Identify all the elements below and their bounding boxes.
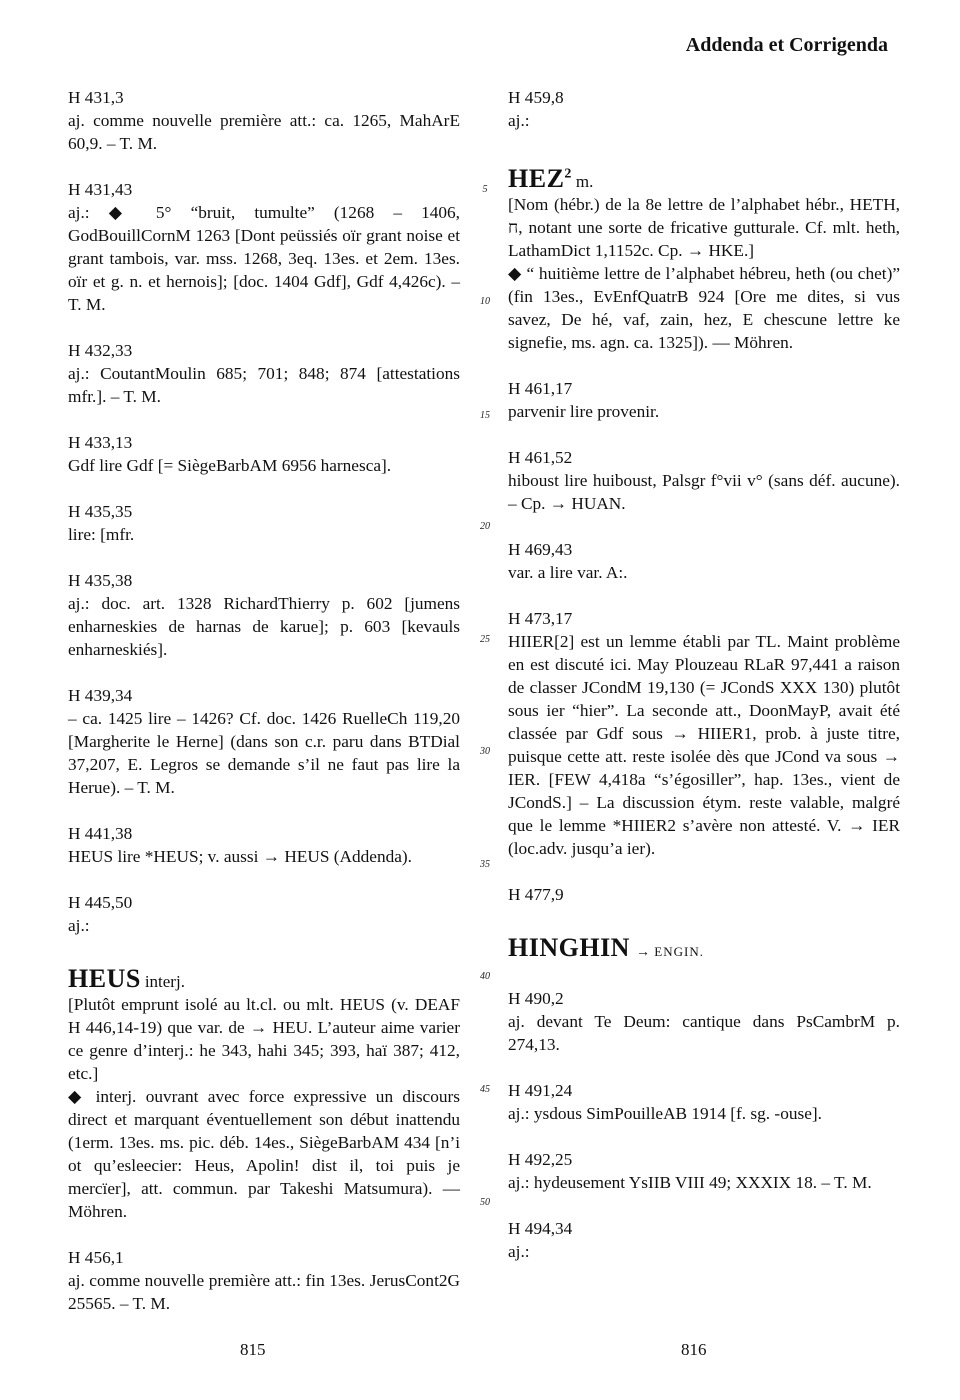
entry-text: var. a lire var. A:.	[508, 562, 628, 582]
entry	[68, 86, 460, 155]
entry-ref: H 431,3	[68, 88, 124, 107]
entry	[508, 607, 900, 860]
entry-ref: H 433,13	[68, 433, 133, 452]
page-number-left: 815	[240, 1340, 266, 1359]
entry-text: lire: [mfr.	[68, 525, 135, 544]
entry-ref: H 461,17	[508, 378, 573, 398]
line-number: 20	[480, 521, 490, 532]
entry	[508, 538, 900, 584]
entry-text: aj.:	[508, 111, 530, 130]
entry-text: HIIER[2] est un lemme établi par TL. Maint problème en est discuté ici. May Plouzeau RLaR 97,441 a raison de classer JCondM 19,130 (= JCondS XXX 130) plutôt sous ier “hier”. La seconde att., DoonMayP, avait été classée par Gdf sous → HIIER1, prob. à juste titre, puisque cette att. reste isolée dès que JCond va sous → IER. [FEW 4,418a “s’égosiller”, hap. 13es., vient de JCondS.] – La discussion étym. reste valable, malgré que le lemme *HIIER2 s’avère non attesté. V. → IER (loc.adv. jusqu’a ier).	[508, 631, 900, 858]
headword-line	[508, 932, 900, 964]
sense: ◆ “ huitième lettre de l’alphabet hébreu, heth (ou chet)” (fin 13es., EvEnfQuatrB 924 [Ore me dites, si vus savez, De hé, vaf, zain, hez, E chescune lettre ke signefie, ms. agn. ca. 1325]). — Möhren.	[508, 263, 900, 352]
headword: HEZ$^2$	[508, 163, 572, 193]
entry-ref: H 441,38	[68, 824, 133, 843]
entry-text: aj.: hydeusement YsIIB VIII 49; XXXIX 18. – T. M.	[508, 1172, 872, 1192]
entry	[68, 684, 460, 799]
entry-text: HEUS lire *HEUS; v. aussi → HEUS (Addenda).	[68, 847, 412, 866]
line-number: 40	[480, 971, 490, 982]
entry	[508, 1148, 900, 1194]
sense: ◆ interj. ouvrant avec force expressive un discours direct et marquant éventuellement son début inattendu (1erm. 13es. ms. pic. déb. 14es., SiègeBarbAM 434 [n’i ot qu’esleecier: Heus, Apolin! dist il, toi puis je mercïer], att. commun. par Takeshi Matsumura). — Möhren.	[68, 1087, 460, 1221]
entry-text: aj. devant Te Deum: cantique dans PsCambrM p. 274,13.	[508, 1011, 900, 1054]
entry-text: aj.:	[508, 1241, 530, 1261]
entry-ref: H 492,25	[508, 1149, 573, 1169]
entry	[508, 86, 900, 132]
entry-ref: H 432,33	[68, 341, 133, 360]
etymology: [Nom (hébr.) de la 8e lettre de l’alphabet hébr., HETH, ח, notant une sorte de fricative gutturale. Cf. mlt. heth, LathamDict 1,1152c. Cp. → HKE.]	[508, 194, 900, 260]
cross-reference: ENGIN.	[654, 943, 704, 959]
entry-ref: H 439,34	[68, 686, 133, 705]
entry-ref: H 435,35	[68, 502, 133, 521]
entry	[68, 891, 460, 937]
right-column	[508, 86, 900, 1286]
part-of-speech: m.	[575, 171, 594, 191]
entry-text: hiboust lire huiboust, Palsgr f°vii v° (sans déf. aucune). – Cp. → HUAN.	[508, 470, 900, 513]
entry	[68, 822, 460, 868]
entry-text: aj. comme nouvelle première att.: ca. 1265, MahArE 60,9. – T. M.	[68, 111, 460, 153]
line-number: 50	[480, 1197, 490, 1208]
entry-ref: H 431,43	[68, 180, 133, 199]
entry	[68, 569, 460, 661]
entry-text: – ca. 1425 lire – 1426? Cf. doc. 1426 RuelleCh 119,20 [Margherite le Herne] (dans son c.r. paru dans BTDial 37,207, E. Legros se demande s’il ne faut pas lire la Herue). – T. M.	[68, 709, 460, 797]
entry-ref: H 461,52	[508, 447, 573, 467]
headword: HEUS	[68, 964, 141, 993]
entry-ref: H 473,17	[508, 608, 573, 628]
entry-text: parvenir lire provenir.	[508, 401, 660, 421]
entry-ref: H 435,38	[68, 571, 133, 590]
line-number: 45	[480, 1084, 490, 1095]
part-of-speech: interj.	[144, 972, 185, 991]
entry-text: aj.:	[68, 916, 90, 935]
headword-line	[508, 162, 900, 193]
entry-ref: H 456,1	[68, 1248, 124, 1267]
headword: HINGHIN	[508, 932, 630, 962]
headword-entry-heus	[68, 964, 460, 1223]
entry-ref: H 469,43	[508, 539, 573, 559]
line-number: 30	[480, 746, 490, 757]
entry	[68, 500, 460, 546]
line-number: 25	[480, 634, 490, 645]
entry-text: aj.: doc. art. 1328 RichardThierry p. 602 [jumens enharneskies de harnas de karue]; p. 603 [kevauls enharneskiés].	[68, 594, 460, 659]
entry-ref: H 477,9	[508, 884, 564, 904]
headword-entry-hinghin	[508, 932, 900, 964]
entry-text: aj.: CoutantMoulin 685; 701; 848; 874 [attestations mfr.]. – T. M.	[68, 364, 460, 406]
entry-ref: H 459,8	[508, 88, 564, 107]
arrow-icon: →	[635, 944, 650, 960]
entry-text: aj.: ysdous SimPouilleAB 1914 [f. sg. -ouse].	[508, 1103, 822, 1123]
entry-ref: H 490,2	[508, 988, 564, 1008]
entry	[508, 987, 900, 1056]
entry	[508, 1217, 900, 1263]
line-number: 5	[482, 184, 488, 195]
line-number: 15	[480, 410, 490, 421]
entry	[68, 1246, 460, 1315]
entry	[508, 1079, 900, 1125]
headword-line	[68, 964, 460, 993]
headword-entry-hez	[508, 162, 900, 354]
entry-ref: H 494,34	[508, 1218, 573, 1238]
entry-ref: H 491,24	[508, 1080, 573, 1100]
entry	[68, 431, 460, 477]
line-number: 35	[480, 859, 490, 870]
page-number-right: 816	[681, 1340, 707, 1359]
left-column	[68, 86, 460, 1338]
entry-ref: H 445,50	[68, 893, 133, 912]
entry-text: aj. comme nouvelle première att.: fin 13es. JerusCont2G 25565. – T. M.	[68, 1271, 460, 1313]
entry	[508, 883, 900, 906]
entry-text: aj.: ◆ 5° “bruit, tumulte” (1268 – 1406, GodBouillCornM 1263 [Dont peüssiés oïr grant noise et grant tambois, var. mss. 1268, 3eq. 13es. et 2em. 13es. oïr et g. n. et hernois]; [doc. 1404 Gdf], Gdf 4,426c). – T. M.	[68, 203, 460, 314]
entry	[68, 339, 460, 408]
entry	[508, 446, 900, 515]
entry	[508, 377, 900, 423]
entry-text: Gdf lire Gdf [= SiègeBarbAM 6956 harnesca].	[68, 456, 392, 475]
running-head: Addenda et Corrigenda	[685, 34, 888, 56]
entry	[68, 178, 460, 316]
line-number: 10	[480, 296, 490, 307]
etymology: [Plutôt emprunt isolé au lt.cl. ou mlt. HEUS (v. DEAF H 446,14-19) que var. de → HEU. L’auteur aime varier ce genre d’interj.: he 343, hahi 345; 393, haï 387; 412, etc.]	[68, 995, 460, 1083]
